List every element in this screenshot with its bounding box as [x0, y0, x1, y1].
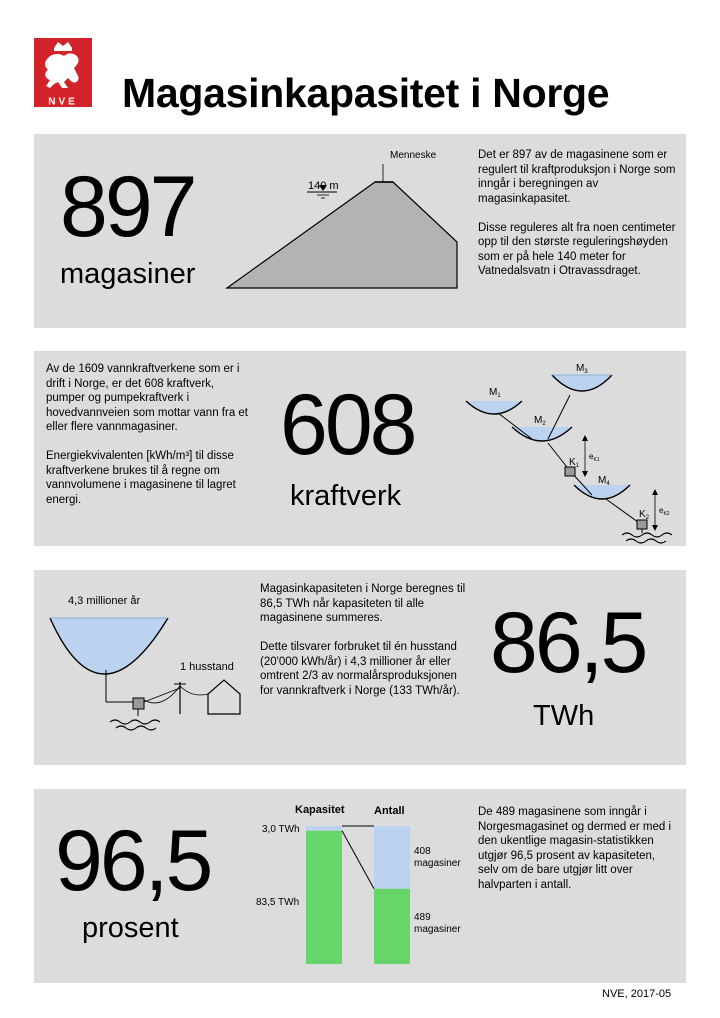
bar-antall-lower — [374, 889, 410, 964]
bar-antall-upper — [374, 826, 410, 889]
chart-title-count: Antall — [374, 805, 405, 817]
label-ek2: $e_{K2}$ — [659, 506, 670, 517]
big-reservoir-fill — [50, 618, 168, 674]
section1-paragraph: Disse reguleres alt fra noen centimeter opp til den største reguleringshøyden som er på hele 140 meter for Vatnedalsvatn i Otravassdraget. — [478, 221, 676, 277]
page-title: Magasinkapasitet i Norge — [122, 70, 610, 116]
cap-small-label: 3,0 TWh — [262, 824, 300, 835]
capacity-unit: TWh — [533, 700, 595, 732]
powerplant-unit: kraftverk — [290, 480, 402, 512]
share-value: 96,5 — [55, 813, 211, 909]
household-label: 1 husstand — [180, 661, 234, 673]
nve-logo-graphic — [34, 38, 92, 107]
logo-text: NVE — [48, 96, 78, 108]
section1-text — [478, 148, 678, 293]
section2-paragraph: Energiekvivalenten [kWh/m³] til disse kraftverkene brukes til å regne om vannvolumene i magasinene til lagret energi. — [46, 450, 236, 506]
count-small-unit: magasiner — [414, 858, 461, 869]
label-m1: $M_1$ — [489, 387, 501, 399]
capacity-value: 86,5 — [490, 595, 646, 691]
share-chart — [300, 820, 420, 965]
count-large-label — [414, 912, 461, 936]
label-k2: $K_2$ — [639, 509, 650, 521]
bar-kapasitet-lower — [306, 831, 342, 964]
footer-credit: NVE, 2017-05 — [602, 988, 672, 1000]
label-k1: $K_1$ — [569, 457, 580, 469]
section2-paragraph: Av de 1609 vannkraftverkene som er i drift i Norge, er det 608 kraftverk, pumper og pumpekraftverk i hovedvannveien som mottar vann fra et eller flere vannmagasiner. — [46, 363, 249, 433]
waves-icon — [110, 720, 160, 724]
dam-diagram — [225, 150, 465, 280]
plant-k2-box — [637, 520, 647, 529]
label-m4: $M_4$ — [598, 475, 610, 487]
chart-title-capacity: Kapasitet — [295, 804, 345, 816]
section3-paragraph: Dette tilsvarer forbruket til én husstand (20'000 kWh/år) i 4,3 millioner år eller omtrent 2/3 av normalårsproduksjonen for vannkraftverk i Norge (133 TWh/år). — [260, 641, 460, 697]
person-label: Menneske — [390, 150, 437, 161]
label-m2: $M_2$ — [534, 415, 546, 427]
section4-paragraph: De 489 magasinene som inngår i Norgesmagasinet og dermed er med i den ukentlige magasin-statistikken utgjør 96,5 prosent av kapasiteten, selv om de bare utgjør litt over halvparten i antall. — [478, 806, 672, 891]
nve-logo — [34, 38, 92, 107]
reservoir-years-label: 4,3 millioner år — [68, 595, 141, 607]
powerplant-count: 608 — [280, 377, 415, 473]
section1-paragraph: Det er 897 av de magasinene som er regulert til kraftproduksjon i Norge som inngår i beregningen av magasinkapasitet. — [478, 149, 676, 205]
count-small-label — [414, 846, 461, 870]
cap-large-label: 83,5 TWh — [256, 897, 300, 908]
section4-text — [478, 805, 678, 907]
section3-paragraph: Magasinkapasiteten i Norge beregnes til 86,5 TWh når kapasiteten til alle magasinene summeres. — [260, 583, 466, 624]
reservoir-count: 897 — [60, 159, 195, 255]
share-unit: prosent — [82, 912, 179, 944]
powerplant-box — [133, 698, 144, 709]
bar-kapasitet-upper — [306, 826, 342, 831]
plant-k1-box — [565, 467, 575, 476]
count-large-unit: magasiner — [414, 924, 461, 935]
dam-shape — [227, 182, 457, 288]
waves-icon — [622, 533, 672, 537]
reservoir-unit: magasiner — [60, 258, 196, 290]
label-m3: $M_3$ — [576, 363, 588, 375]
label-ek1: $e_{K1}$ — [589, 452, 600, 463]
count-large-number: 489 — [414, 912, 431, 923]
section3-text — [260, 582, 470, 713]
connector-split — [342, 831, 374, 889]
section2-text — [46, 362, 256, 522]
house-icon — [208, 680, 240, 714]
count-small-number: 408 — [414, 846, 431, 857]
cascade-diagram — [460, 355, 690, 545]
height-label: 140 m — [308, 180, 339, 192]
